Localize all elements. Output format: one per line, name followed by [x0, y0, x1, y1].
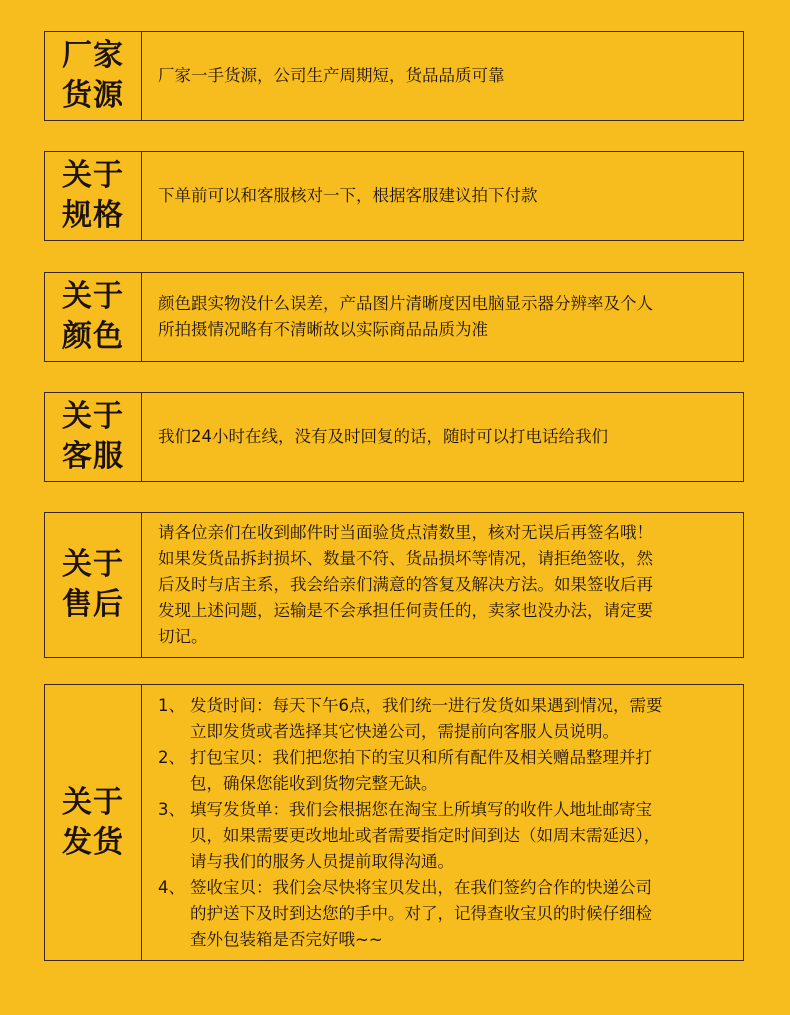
- heading-line: 关于: [62, 547, 124, 582]
- content-line: 如果发货品拆封损坏、数量不符、货品损坏等情况，请拒绝签收，然: [158, 549, 653, 568]
- row-heading: [45, 152, 142, 240]
- row-heading: [45, 273, 142, 361]
- list-item: [158, 693, 729, 745]
- content-line: 我们24小时在线，没有及时回复的话，随时可以打电话给我们: [158, 427, 608, 446]
- heading-line: 关于: [62, 784, 124, 820]
- content-line: 签收宝贝：我们会尽快将宝贝发出，在我们签约合作的快递公司: [190, 877, 652, 897]
- heading-line: 关于: [62, 279, 124, 314]
- row-shipping: [44, 684, 744, 961]
- step-number: 2、: [158, 747, 185, 767]
- shipping-steps-list: [158, 693, 729, 953]
- row-content: [142, 393, 743, 481]
- row-color: [44, 272, 744, 362]
- content-line: 下单前可以和客服核对一下，根据客服建议拍下付款: [158, 186, 538, 205]
- content-line: 的护送下及时到达您的手中。对了，记得查收宝贝的时候仔细检: [190, 903, 652, 923]
- content-line: 颜色跟实物没什么误差，产品图片清晰度因电脑显示器分辨率及个人: [158, 294, 653, 313]
- content-line: 后及时与店主系，我会给亲们满意的答复及解决方法。如果签收后再: [158, 575, 653, 594]
- row-heading: [45, 393, 142, 481]
- content-line: 切记。: [158, 627, 208, 646]
- list-item: [158, 875, 729, 953]
- content-line: 包，确保您能收到货物完整无缺。: [190, 773, 438, 793]
- heading-line: 关于: [62, 158, 124, 193]
- content-line: 打包宝贝：我们把您拍下的宝贝和所有配件及相关赠品整理并打: [190, 747, 652, 767]
- content-line: 立即发货或者选择其它快递公司，需提前向客服人员说明。: [190, 721, 619, 741]
- content-line: 请各位亲们在收到邮件时当面验货点清数里，核对无误后再签名哦！: [158, 523, 653, 542]
- row-content: [142, 273, 743, 361]
- heading-line: 售后: [62, 587, 124, 622]
- heading-line: 规格: [62, 198, 124, 233]
- content-line: 填写发货单：我们会根据您在淘宝上所填写的收件人地址邮寄宝: [190, 799, 652, 819]
- heading-line: 货源: [62, 78, 124, 113]
- heading-line: 客服: [62, 439, 124, 474]
- step-number: 3、: [158, 799, 185, 819]
- list-item: [158, 745, 729, 797]
- row-heading: [45, 685, 142, 960]
- content-line: 发现上述问题，运输是不会承担任何责任的，卖家也没办法，请定要: [158, 601, 653, 620]
- heading-line: 颜色: [62, 319, 124, 354]
- row-after-sales: [44, 512, 744, 658]
- content-line: 请与我们的服务人员提前取得沟通。: [190, 851, 454, 871]
- row-heading: [45, 32, 142, 120]
- row-content: [142, 685, 743, 960]
- row-content: [142, 152, 743, 240]
- row-content: [142, 32, 743, 120]
- row-source: [44, 31, 744, 121]
- step-number: 4、: [158, 877, 185, 897]
- row-heading: [45, 513, 142, 657]
- step-number: 1、: [158, 695, 185, 715]
- list-item: [158, 797, 729, 875]
- content-line: 所拍摄情况略有不清晰故以实际商品品质为准: [158, 320, 488, 339]
- row-content: [142, 513, 743, 657]
- content-line: 贝，如果需要更改地址或者需要指定时间到达（如周末需延迟），: [190, 825, 661, 845]
- heading-line: 关于: [62, 399, 124, 434]
- heading-line: 厂家: [62, 38, 124, 73]
- content-line: 厂家一手货源，公司生产周期短，货品品质可靠: [158, 66, 505, 85]
- row-specs: [44, 151, 744, 241]
- content-line: 发货时间：每天下午6点，我们统一进行发货如果遇到情况，需要: [190, 695, 663, 715]
- content-line: 查外包装箱是否完好哦~~: [190, 929, 383, 949]
- row-service: [44, 392, 744, 482]
- heading-line: 发货: [62, 824, 124, 860]
